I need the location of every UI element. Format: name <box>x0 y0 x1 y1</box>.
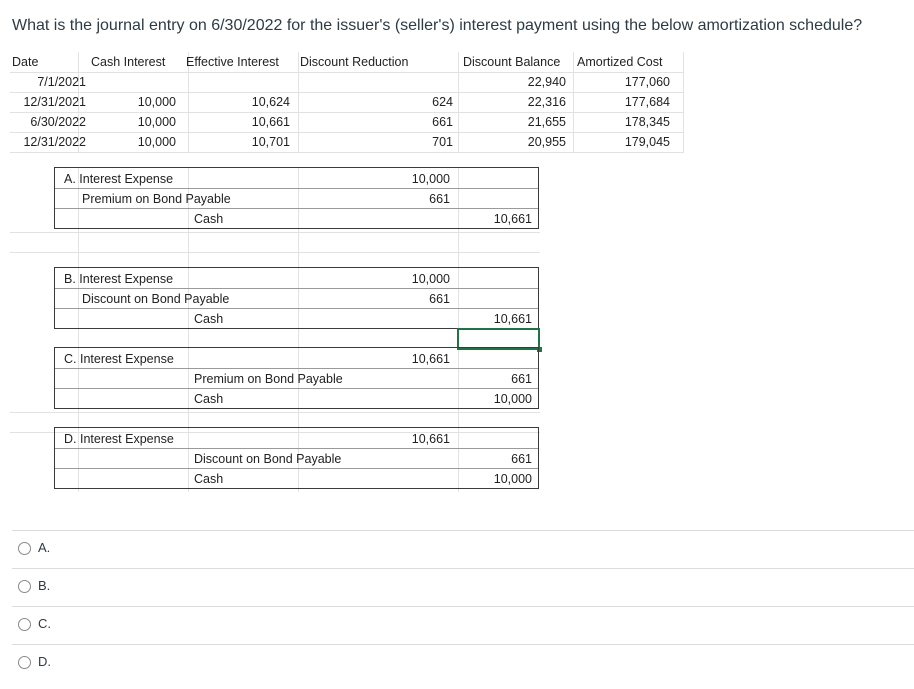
entry-c-line2: Premium on Bond Payable <box>194 372 343 386</box>
header-amortized-cost: Amortized Cost <box>577 55 663 69</box>
row-amortized: 179,045 <box>624 135 670 149</box>
entry-c-line3: Cash <box>194 392 224 406</box>
entry-d-debit1: 10,661 <box>411 432 450 446</box>
row-cash: 10,000 <box>137 95 176 109</box>
header-date: Date <box>12 55 39 69</box>
row-date: 12/31/2022 <box>23 135 86 149</box>
header-effective-interest: Effective Interest <box>186 55 279 69</box>
radio-button-icon[interactable] <box>18 542 31 555</box>
row-cash: 10,000 <box>137 115 176 129</box>
header-cash-interest: Cash Interest <box>91 55 166 69</box>
row-reduction: 701 <box>432 135 453 149</box>
question-text: What is the journal entry on 6/30/2022 for the issuer's (seller's) interest payment using the below amortization schedule? <box>12 17 863 34</box>
entry-c-credit3: 10,000 <box>493 392 532 406</box>
option-a[interactable] <box>12 530 914 568</box>
row-effective: 10,624 <box>251 95 290 109</box>
radio-button-icon[interactable] <box>18 656 31 669</box>
option-d[interactable] <box>12 644 914 682</box>
entry-a-line3: Cash <box>194 212 224 226</box>
option-b[interactable] <box>12 568 914 606</box>
entry-a-line1: A. Interest Expense <box>64 172 174 186</box>
header-discount-balance: Discount Balance <box>463 55 561 69</box>
option-label: A. <box>38 540 51 555</box>
entry-d-credit2: 661 <box>511 452 532 466</box>
entry-d-line2: Discount on Bond Payable <box>194 452 342 466</box>
row-balance: 21,655 <box>527 115 566 129</box>
entry-b-line1: B. Interest Expense <box>64 272 174 286</box>
row-reduction: 661 <box>432 115 453 129</box>
entry-d-line3: Cash <box>194 472 224 486</box>
row-cash: 10,000 <box>137 135 176 149</box>
entry-c-debit1: 10,661 <box>411 352 450 366</box>
entry-b-debit2: 661 <box>429 292 450 306</box>
row-balance: 20,955 <box>527 135 566 149</box>
row-date: 6/30/2022 <box>30 115 86 129</box>
spreadsheet-image <box>10 52 684 492</box>
row-effective: 10,701 <box>251 135 290 149</box>
option-label: B. <box>38 578 51 593</box>
row-amortized: 177,684 <box>624 95 670 109</box>
row-balance: 22,316 <box>527 95 566 109</box>
row-date: 7/1/2021 <box>37 75 86 89</box>
row-reduction: 624 <box>432 95 453 109</box>
entry-a-line2: Premium on Bond Payable <box>82 192 231 206</box>
row-date: 12/31/2021 <box>23 95 86 109</box>
entry-b-line3: Cash <box>194 312 224 326</box>
radio-button-icon[interactable] <box>18 580 31 593</box>
entry-a-debit1: 10,000 <box>411 172 450 186</box>
option-label: C. <box>38 616 51 631</box>
option-c[interactable] <box>12 606 914 644</box>
row-effective: 10,661 <box>251 115 290 129</box>
entry-c-credit2: 661 <box>511 372 532 386</box>
entry-d-credit3: 10,000 <box>493 472 532 486</box>
entry-c-line1: C. Interest Expense <box>64 352 174 366</box>
entry-a-credit3: 10,661 <box>493 212 532 226</box>
row-amortized: 177,060 <box>624 75 670 89</box>
entry-d-line1: D. Interest Expense <box>64 432 174 446</box>
entry-b-debit1: 10,000 <box>411 272 450 286</box>
option-label: D. <box>38 654 51 669</box>
entry-a-debit2: 661 <box>429 192 450 206</box>
entry-b-line2: Discount on Bond Payable <box>82 292 230 306</box>
row-balance: 22,940 <box>527 75 566 89</box>
radio-button-icon[interactable] <box>18 618 31 631</box>
entry-b-credit3: 10,661 <box>493 312 532 326</box>
header-discount-reduction: Discount Reduction <box>300 55 409 69</box>
row-amortized: 178,345 <box>624 115 670 129</box>
